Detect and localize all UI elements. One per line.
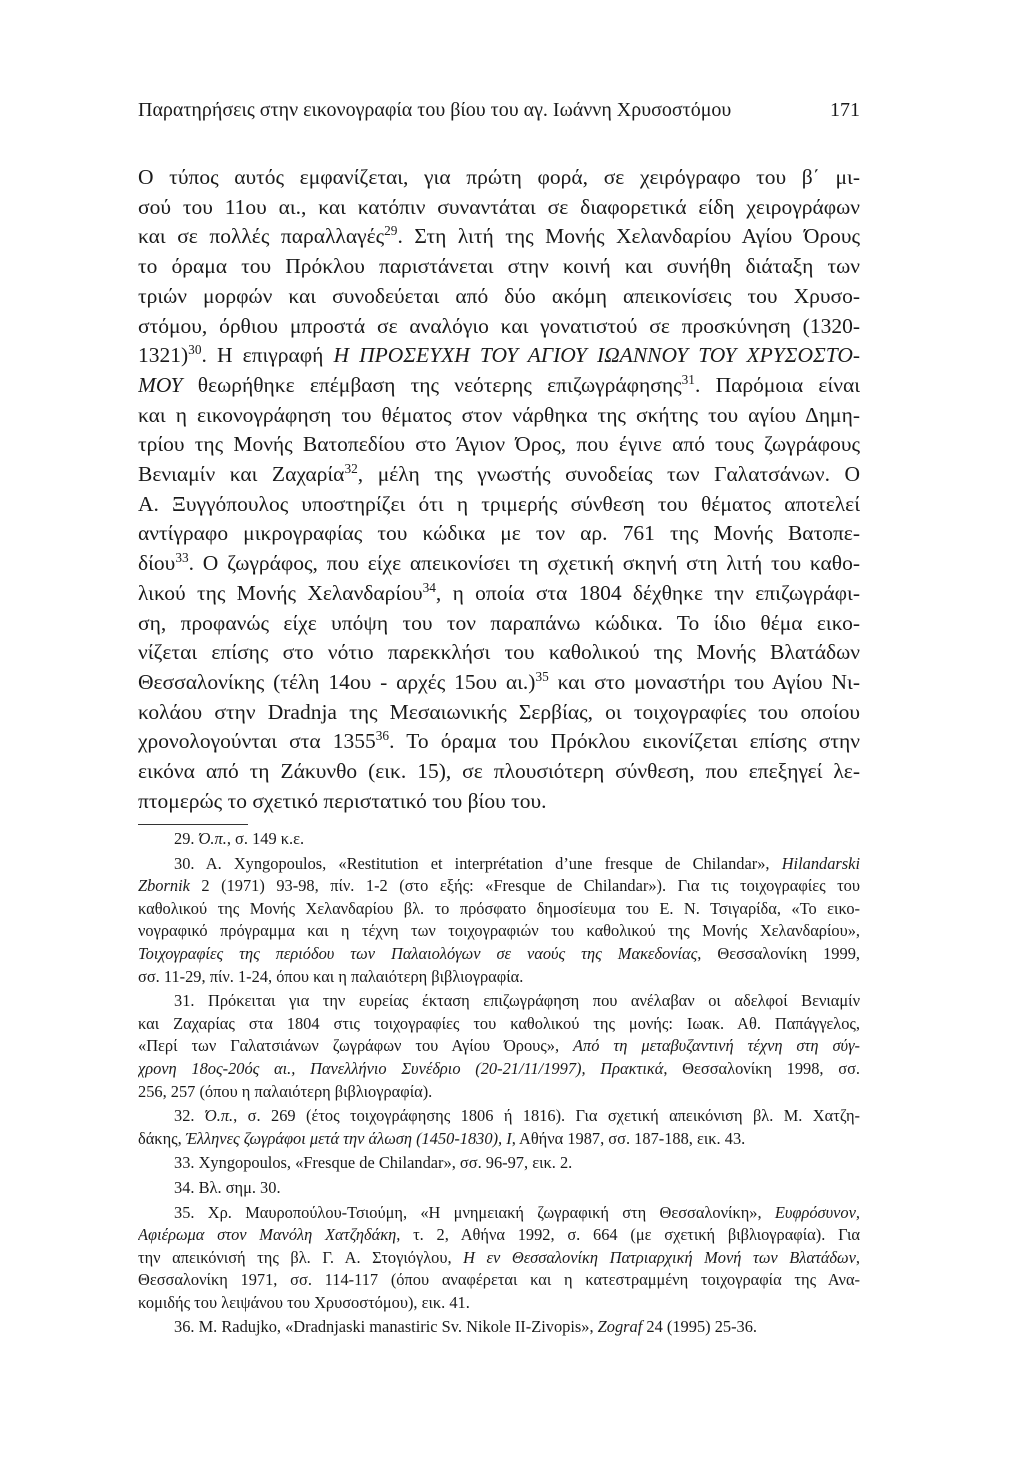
- body-line: [138, 193, 860, 223]
- text-run: και η εικονογράφηση του θέματος στον νάρθηκα της σκήτης του αγίου Δημη-: [138, 402, 860, 427]
- body-text: [138, 163, 860, 816]
- text-run: 36. M. Radujko, «Dradnjaski manastiric Sv. Nikole II-Zivopis»,: [174, 1317, 598, 1337]
- footnote-ref-36[interactable]: 36: [375, 728, 390, 744]
- body-line: [138, 638, 860, 668]
- footnote-30: [138, 853, 860, 989]
- footnote-line: [138, 1247, 860, 1270]
- footnote-line: [138, 1316, 860, 1339]
- text-run: Α. Ξυγγόπουλος υποστηρίζει ότι η τριμερής σύνθεση του θέματος αποτελεί: [138, 491, 860, 516]
- footnote-32: [138, 1105, 860, 1150]
- footnote-ref-29[interactable]: 29: [384, 223, 398, 239]
- body-line: [138, 549, 860, 579]
- footnote-line: [138, 1224, 860, 1247]
- footnote-line: [138, 828, 860, 851]
- text-run: 2 (1971) 93-98, πίν. 1-2 (στο εξής: «Fresque de Chilandar»). Για τις τοιχογραφίες του: [189, 876, 860, 896]
- text-run: δάκης,: [138, 1128, 186, 1148]
- footnote-line: [138, 1292, 860, 1315]
- text-run: Ο τύπος αυτός εμφανίζεται, για πρώτη φορά, σε χειρόγραφο του β΄ μι-: [138, 165, 860, 189]
- text-run: 24 (1995) 25-36.: [642, 1317, 758, 1337]
- text-run: 33. Xyngopoulos, «Fresque de Chilandar», σσ. 96-97, εικ. 2.: [174, 1153, 573, 1173]
- text-run: «Περί των Γαλατσιάνων ζωγράφων του Αγίου Όρους»,: [138, 1036, 574, 1056]
- footnote-line: [138, 898, 860, 921]
- text-run: Έλληνες ζωγράφοι μετά την άλωση (1450-1830), Ι: [185, 1128, 512, 1148]
- footnote-35: [138, 1202, 860, 1315]
- text-run: χρονη 18ος-20ός αι., Πανελλήνιο Συνέδριο (20-21/11/1997), Πρακτικά: [138, 1058, 664, 1078]
- body-line: [138, 252, 860, 282]
- text-run: Βενιαμίν και Ζαχαρία: [138, 462, 345, 487]
- footnote-line: [138, 875, 860, 898]
- text-run: Από τη μεταβυζαντινή τέχνη στη σύγ-: [573, 1036, 860, 1056]
- text-run: Θεσσαλονίκης (τέλη 14ου - αρχές 15ου αι.): [138, 669, 536, 694]
- text-run: . Παρόμοια είναι: [694, 372, 860, 397]
- footnote-line: [138, 1081, 860, 1104]
- text-run: δίου: [138, 551, 176, 576]
- text-run: . Η επιγραφή: [201, 343, 334, 368]
- footnote-29: [138, 828, 860, 851]
- body-line: [138, 312, 860, 342]
- text-run: 31. Πρόκειται για την ευρείας έκταση επιζωγράφηση που ανέλαβαν οι αδελφοί Βενιαμίν: [174, 991, 860, 1011]
- footnote-line: [138, 1152, 860, 1175]
- text-run: 29.: [174, 829, 199, 848]
- body-line: [138, 490, 860, 520]
- footnote-line: [138, 966, 860, 989]
- footnote-line: [138, 1058, 860, 1081]
- text-run: . Ο ζωγράφος, που είχε απεικονίσει τη σχετική σκηνή στη λιτή του καθο-: [188, 551, 860, 576]
- text-run: , Θεσσαλονίκη 1999,: [697, 943, 860, 963]
- text-run: Hilandarski: [781, 853, 860, 873]
- running-head-title: Παρατηρήσεις στην εικονογραφία του βίου του αγ. Ιωάννη Χρυσοστόμου: [138, 99, 732, 121]
- text-run: τριών μορφών και συνοδεύεται από δύο ακόμη απεικονίσεις του Χρυσο-: [138, 283, 860, 308]
- footnote-33: [138, 1152, 860, 1175]
- text-run: θεωρήθηκε επέμβαση της νεότερης επιζωγράφησης: [182, 372, 682, 397]
- body-line: [138, 222, 860, 252]
- footnote-line: [138, 943, 860, 966]
- text-run: και σε πολλές παραλλαγές: [138, 224, 385, 249]
- footnote-separator: [138, 824, 248, 825]
- text-run: 256, 257 (όπου η παλαιότερη βιβλιογραφία).: [138, 1081, 433, 1101]
- footnote-ref-33[interactable]: 33: [175, 549, 189, 565]
- footnote-line: [138, 1177, 860, 1200]
- text-run: . Το όραμα του Πρόκλου εικονίζεται επίσης στην: [389, 729, 860, 754]
- footnote-ref-31[interactable]: 31: [681, 371, 695, 387]
- footnote-line: [138, 853, 860, 876]
- footnote-36: [138, 1316, 860, 1339]
- footnote-line: [138, 920, 860, 943]
- body-line: [138, 371, 860, 401]
- body-line: [138, 609, 860, 639]
- running-head: [138, 95, 860, 125]
- text-run: , τ. 2, Αθήνα 1992, σ. 664 (με σχετική βιβλιογραφία). Για: [396, 1225, 860, 1245]
- text-run: την απεικόνισή της βλ. Γ. Α. Στογιόγλου,: [138, 1247, 464, 1267]
- footnote-ref-34[interactable]: 34: [422, 579, 436, 595]
- body-line: [138, 519, 860, 549]
- text-run: τρίου της Μονής Βατοπεδίου στο Άγιον Όρος, που έγινε από τους ζωγράφους: [138, 432, 860, 457]
- text-run: πτομερώς το σχετικό περιστατικό του βίου του.: [138, 788, 547, 813]
- footnote-34: [138, 1177, 860, 1200]
- text-run: χρονολογούνται στα 1355: [138, 729, 376, 754]
- text-run: 34. Βλ. σημ. 30.: [174, 1177, 281, 1197]
- text-run: νογραφικό πρόγραμμα και η τέχνη των τοιχογραφιών του καθολικού της Μονής Χελανδαρίου»,: [138, 921, 860, 941]
- footnote-31: [138, 990, 860, 1103]
- body-line: [138, 698, 860, 728]
- footnote-line: [138, 1202, 860, 1225]
- inscription-text: ΜΟΥ: [138, 372, 183, 397]
- text-run: Zbornik: [138, 876, 190, 896]
- body-line: [138, 401, 860, 431]
- text-run: λικού της Μονής Χελανδαρίου: [138, 580, 423, 605]
- footnote-line: [138, 1035, 860, 1058]
- text-run: καθολικού της Μονής Χελανδαρίου βλ. το πρόσφατο δημοσίευμα του Ε. Ν. Τσιγαρίδα, «Το εικο-: [138, 898, 860, 918]
- body-line: [138, 757, 860, 787]
- text-run: Ευφρόσυνον,: [774, 1202, 860, 1222]
- text-run: το όραμα του Πρόκλου παριστάνεται στην κοινή και συνήθη διάταξη των: [138, 254, 860, 279]
- text-run: Η εν Θεσσαλονίκη Πατριαρχική Μονή των Βλατάδων: [463, 1247, 856, 1267]
- footnote-line: [138, 1269, 860, 1292]
- text-run: Θεσσαλονίκη 1971, σσ. 114-117 (όπου αναφέρεται και η κατεστραμμένη τοιχογραφία της Ανα-: [138, 1270, 860, 1290]
- text-run: Ό.π.: [198, 829, 227, 848]
- body-line: [138, 163, 860, 193]
- text-run: αντίγραφο μικρογραφίας του κώδικα με τον αρ. 761 της Μονής Βατοπε-: [138, 521, 860, 546]
- footnote-ref-30[interactable]: 30: [188, 342, 202, 358]
- text-run: , σ. 269 (έτος τοιχογράφησης 1806 ή 1816). Για σχετική απεικόνιση βλ. Μ. Χατζη-: [233, 1106, 860, 1126]
- body-line: [138, 282, 860, 312]
- text-run: ση, προφανώς είχε υπόψη του τον παραπάνω κώδικα. Το ίδιο θέμα εικο-: [138, 610, 860, 635]
- text-run: , η οποία στα 1804 δέχθηκε την επιζωγράφι-: [435, 580, 860, 605]
- inscription-text: Η ΠΡΟΣΕΥΧΗ ΤΟΥ ΑΓΙΟΥ ΙΩΑΝΝΟΥ ΤΟΥ ΧΡΥΣΟΣΤΟ-: [333, 343, 860, 368]
- text-run: Αφιέρωμα στον Μανόλη Χατζηδάκη: [138, 1225, 397, 1245]
- text-run: νίζεται επίσης στο νότιο παρεκκλήσι του καθολικού της Μονής Βλατάδων: [138, 640, 860, 665]
- body-line: [138, 727, 860, 757]
- text-run: Zograf: [597, 1317, 643, 1337]
- text-run: , μέλη της γνωστής συνοδείας των Γαλατσάνων. Ο: [357, 462, 860, 487]
- text-run: σσ. 11-29, πίν. 1-24, όπου και η παλαιότερη βιβλιογραφία.: [138, 966, 524, 986]
- body-line: [138, 341, 860, 371]
- text-run: , Θεσσαλονίκη 1998, σσ.: [663, 1058, 860, 1078]
- text-run: , Αθήνα 1987, σσ. 187-188, εικ. 43.: [511, 1128, 746, 1148]
- text-run: ,: [855, 1247, 860, 1267]
- footnotes: [138, 828, 860, 1341]
- body-line: [138, 787, 860, 817]
- text-run: Ό.π.: [204, 1106, 234, 1126]
- footnote-ref-35[interactable]: 35: [535, 668, 549, 684]
- body-line: [138, 579, 860, 609]
- footnote-line: [138, 990, 860, 1013]
- text-run: σού του 11ου αι., και κατόπιν συναντάται σε διαφορετικά είδη χειρογράφων: [138, 194, 860, 219]
- text-run: κομιδής του λειψάνου του Χρυσοστόμου), εικ. 41.: [138, 1292, 470, 1312]
- text-run: στόμου, όρθιου μπροστά σε αναλόγιο και γονατιστού σε προσκύνηση (1320-: [138, 313, 860, 338]
- text-run: κολάου στην Dradnja της Μεσαιωνικής Σερβίας, οι τοιχογραφίες του οποίου: [138, 699, 860, 724]
- footnote-line: [138, 1105, 860, 1128]
- text-run: . Στη λιτή της Μονής Χελανδαρίου Αγίου Όρους: [397, 224, 860, 249]
- body-line: [138, 668, 860, 698]
- text-run: και Ζαχαρίας στα 1804 στις τοιχογραφίες του καθολικού της μονής: Ιωακ. Αθ. Παπάγγελος,: [138, 1013, 860, 1033]
- text-run: και στο μοναστήρι του Αγίου Νι-: [548, 669, 860, 694]
- text-run: 35. Χρ. Μαυροπούλου-Τσιούμη, «Η μνημειακή ζωγραφική στη Θεσσαλονίκη»,: [174, 1202, 775, 1222]
- text-run: 32.: [174, 1106, 205, 1126]
- text-run: 30. A. Xyngopoulos, «Restitution et interprétation d’une fresque de Chilandar»,: [174, 853, 782, 873]
- text-run: εικόνα από τη Ζάκυνθο (εικ. 15), σε πλουσιότερη σύνθεση, που επεξηγεί λε-: [138, 759, 860, 784]
- body-line: [138, 430, 860, 460]
- footnote-line: [138, 1013, 860, 1036]
- text-run: Τοιχογραφίες της περιόδου των Παλαιολόγων σε ναούς της Μακεδονίας: [138, 943, 698, 963]
- footnote-line: [138, 1128, 860, 1151]
- body-line: [138, 460, 860, 490]
- text-run: 1321): [138, 343, 189, 368]
- page-number: 171: [830, 99, 860, 121]
- text-run: , σ. 149 κ.ε.: [226, 829, 305, 848]
- footnote-ref-32[interactable]: 32: [344, 460, 358, 476]
